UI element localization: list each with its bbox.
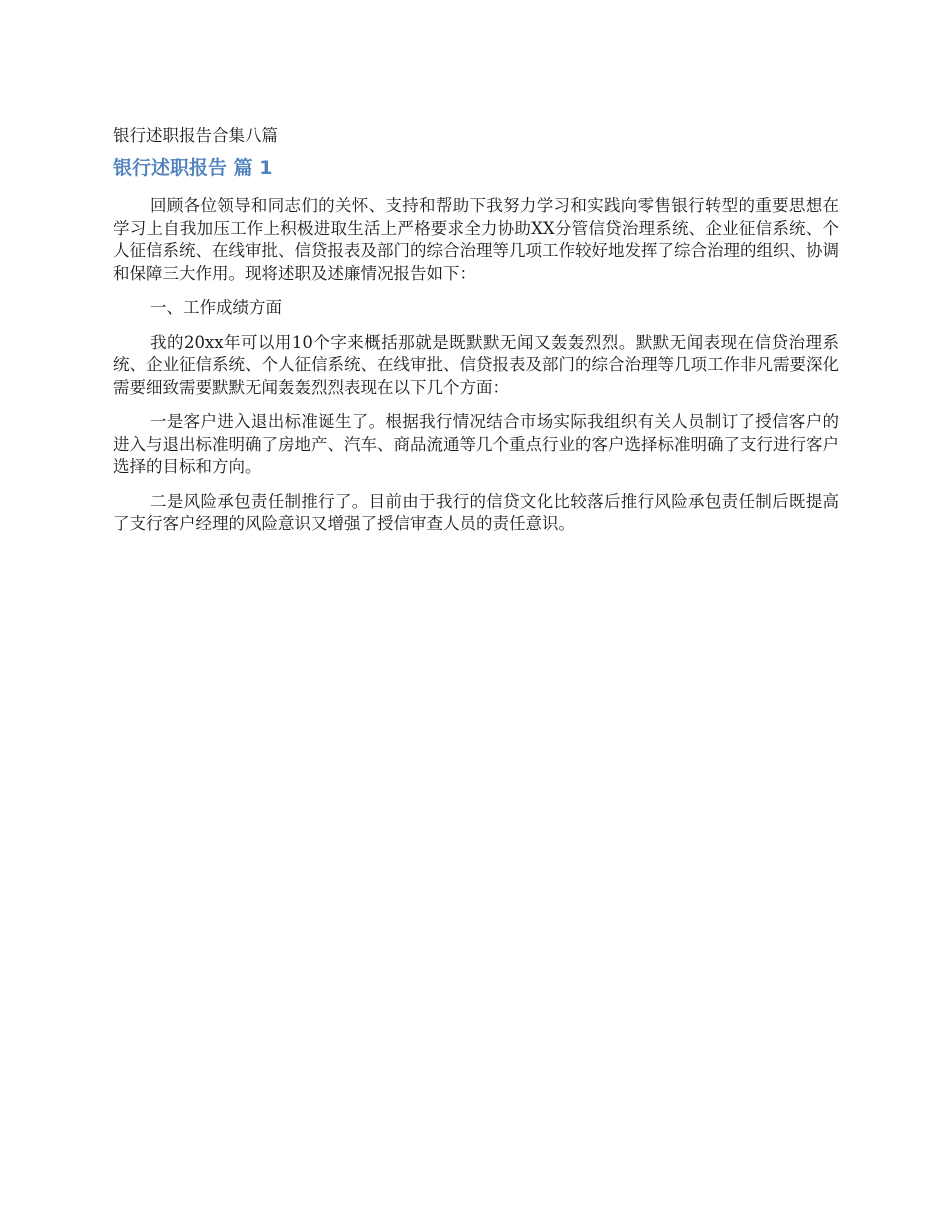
paragraph-intro: 回顾各位领导和同志们的关怀、支持和帮助下我努力学习和实践向零售银行转型的重要思想在学习上自我加压工作上积极进取生活上严格要求全力协助XX分管信贷治理系统、企业征信系统、个人征信系统、在线审批、信贷报表及部门的综合治理等几项工作较好地发挥了综合治理的组织、协调和保障三大作用。现将述职及述廉情况报告如下：	[113, 196, 839, 283]
document-title: 银行述职报告合集八篇	[113, 126, 278, 145]
paragraph-subheading-achievements: 一、工作成绩方面	[150, 298, 282, 317]
paragraph-point-one: 一是客户进入退出标准诞生了。根据我行情况结合市场实际我组织有关人员制订了授信客户的进入与退出标准明确了房地产、汽车、商品流通等几个重点行业的客户选择标准明确了支行进行客户选择的目标和方向。	[113, 412, 839, 476]
paragraph-point-two: 二是风险承包责任制推行了。目前由于我行的信贷文化比较落后推行风险承包责任制后既提高了支行客户经理的风险意识又增强了授信审查人员的责任意识。	[113, 491, 839, 533]
paragraph-summary: 我的20xx年可以用10个字来概括那就是既默默无闻又轰轰烈烈。默默无闻表现在信贷治理系统、企业征信系统、个人征信系统、在线审批、信贷报表及部门的综合治理等几项工作非凡需要深化需要细致需要默默无闻轰轰烈烈表现在以下几个方面：	[113, 332, 839, 397]
section-heading: 银行述职报告 篇 1	[113, 157, 273, 179]
document-content	[113, 124, 839, 548]
